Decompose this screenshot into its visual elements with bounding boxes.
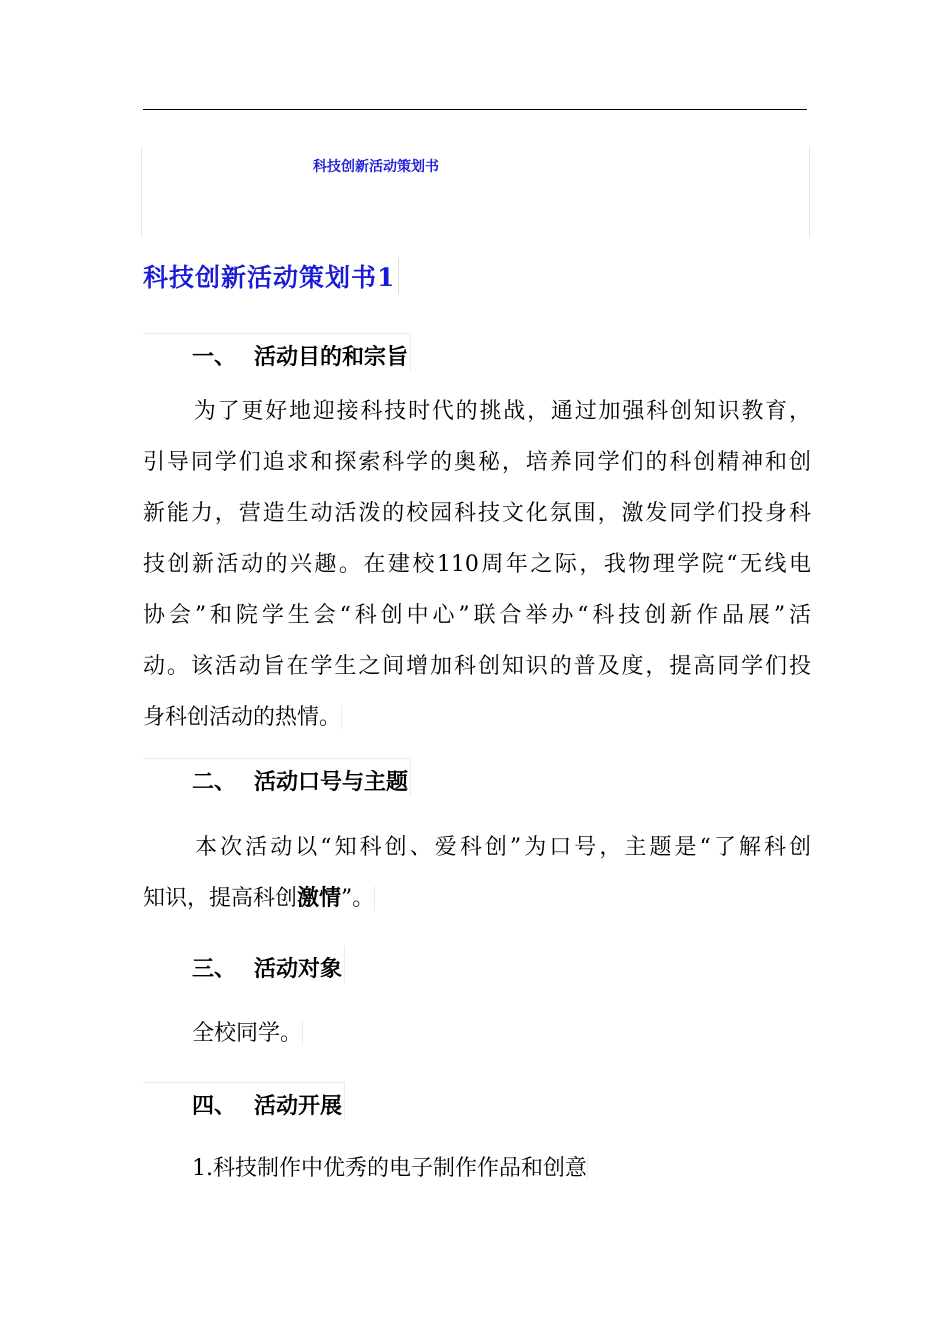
document-title: 科技创新活动策划书1 [143,258,399,294]
section-number: 四、 [192,1094,237,1119]
section-heading-3 [143,946,345,983]
slogan-paragraph [143,822,811,924]
purpose-paragraph [143,386,811,743]
paragraph-line: 为了更好地迎接科技时代的挑战，通过加强科创知识教育， [192,399,811,424]
section-heading-1 [143,333,411,371]
header-box [141,146,810,238]
section-title: 活动对象 [254,957,343,982]
bold-text: 激情 [297,886,342,911]
section-title: 活动目的和宗旨 [254,345,409,370]
header-rule [143,109,807,110]
paragraph-line: 协会”和院学生会“科创中心”联合举办“科技创新作品展”活 [143,603,811,628]
section-title: 活动口号与主题 [254,770,409,795]
paragraph-line: 知识，提高科创激情”。 [143,886,375,911]
section-heading-4 [143,1082,345,1120]
paragraph-line: 新能力，营造生动活泼的校园科技文化氛围，激发同学们投身科 [143,501,811,526]
section-number: 一、 [192,345,237,370]
paragraph-line: 本次活动以“知科创、爱科创”为口号，主题是“了解科创 [192,835,811,860]
header-title: 科技创新活动策划书 [313,159,439,175]
section-number: 二、 [192,770,237,795]
list-item: 1.科技制作中优秀的电子制作作品和创意 [192,1156,587,1181]
paragraph-line: 全校同学。 [192,1021,303,1046]
paragraph-line: 身科创活动的热情。 [143,705,342,730]
paragraph-line: 动。该活动旨在学生之间增加科创知识的普及度，提高同学们投 [143,654,811,679]
section-title: 活动开展 [254,1094,343,1119]
section-heading-2 [143,758,411,796]
section-number: 三、 [192,957,237,982]
paragraph-line: 引导同学们追求和探索科学的奥秘，培养同学们的科创精神和创 [143,450,811,475]
paragraph-line: 技创新活动的兴趣。在建校110周年之际，我物理学院“无线电 [143,552,811,577]
target-paragraph [143,1008,811,1059]
activity-list [143,1143,811,1194]
